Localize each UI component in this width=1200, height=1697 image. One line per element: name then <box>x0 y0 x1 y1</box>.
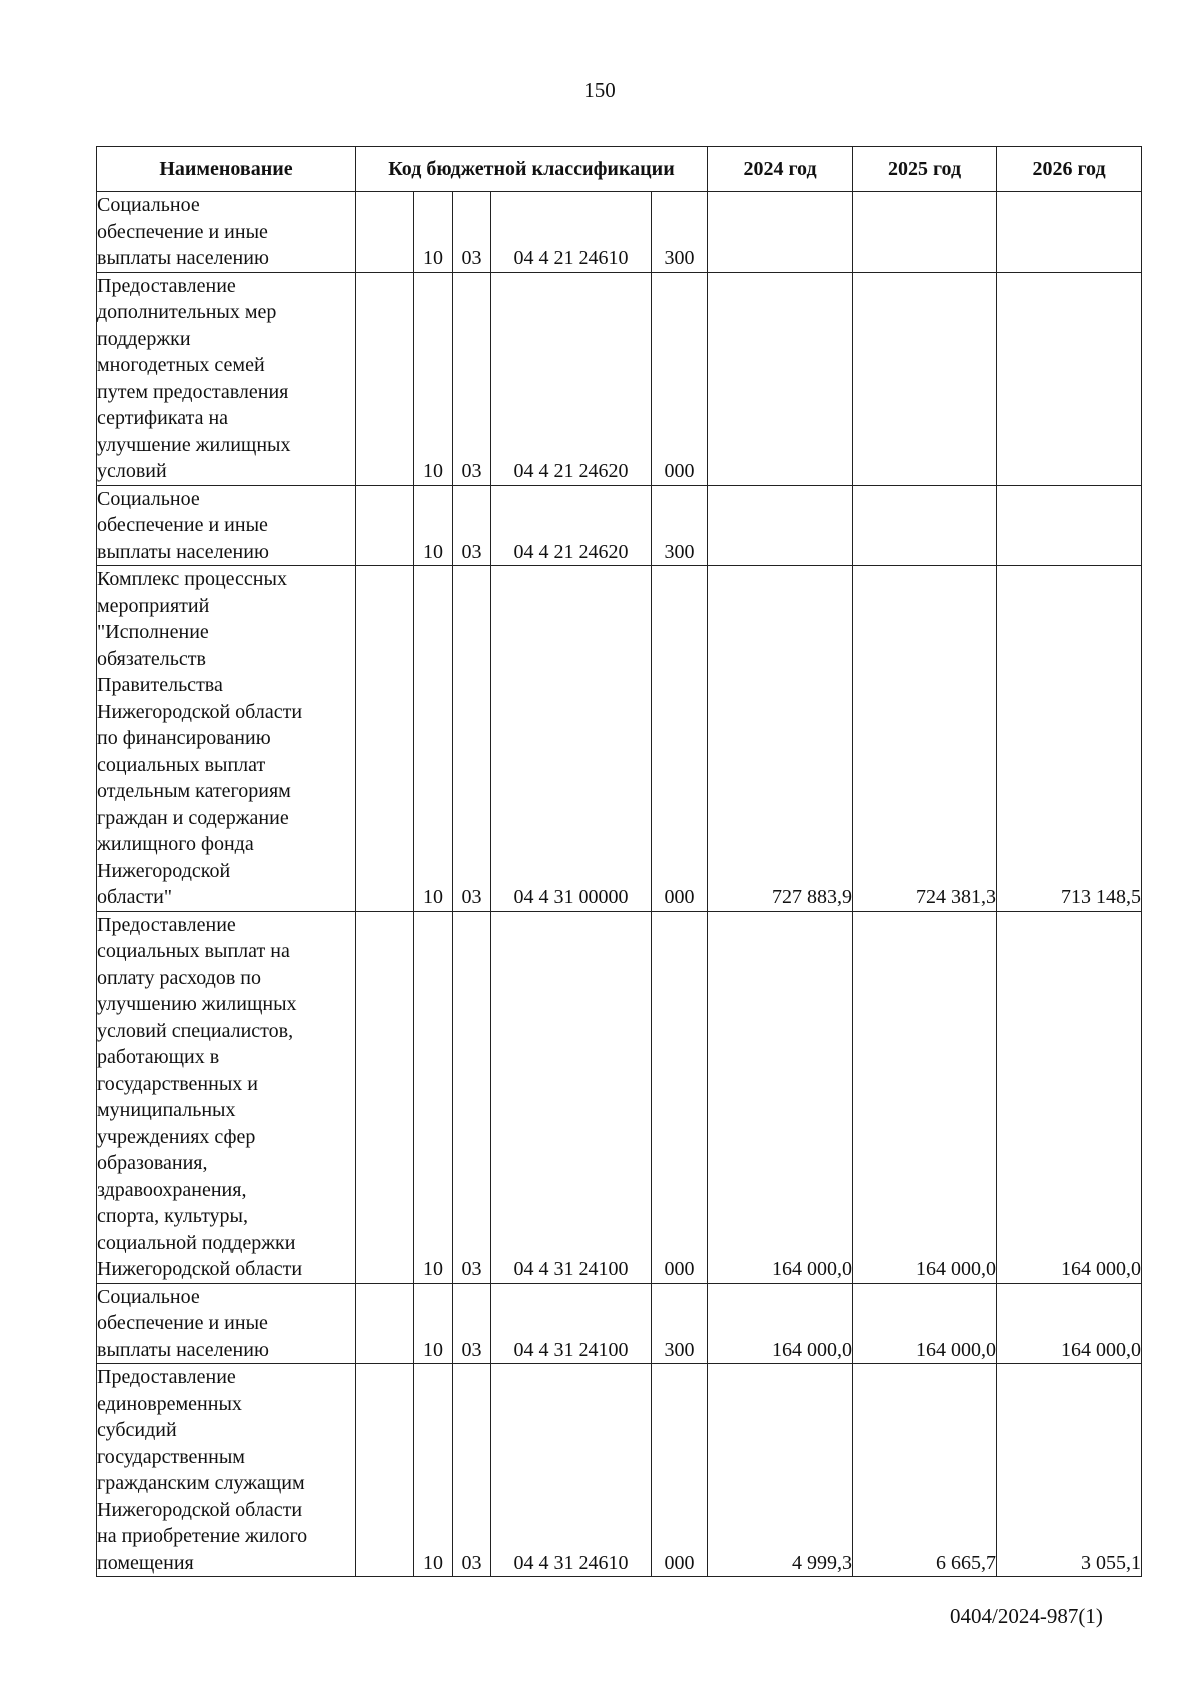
table-row <box>97 272 1142 485</box>
row-name-line: муниципальных <box>97 1099 236 1121</box>
code-target-article: 04 4 31 24100 <box>491 1283 652 1364</box>
code-target-article: 04 4 31 24610 <box>491 1364 652 1577</box>
amount-2026 <box>997 192 1142 273</box>
code-expense-type: 000 <box>652 272 708 485</box>
code-section: 10 <box>414 566 453 912</box>
code-expense-type: 000 <box>652 1364 708 1577</box>
table-row <box>97 1283 1142 1364</box>
row-name-line: многодетных семей <box>97 354 265 376</box>
row-name-line: Предоставление <box>97 1366 236 1388</box>
row-name-line: "Исполнение <box>97 621 209 643</box>
code-empty <box>356 272 414 485</box>
amount-2024: 164 000,0 <box>708 1283 853 1364</box>
row-name-line: Нижегородской <box>97 859 231 882</box>
code-target-article: 04 4 21 24620 <box>491 272 652 485</box>
code-subsection: 03 <box>453 566 491 912</box>
amount-2026 <box>997 272 1142 485</box>
table-header-row <box>97 147 1142 192</box>
table-row <box>97 1364 1142 1577</box>
row-name-line: субсидий <box>97 1419 177 1441</box>
code-section: 10 <box>414 192 453 273</box>
row-name-line: помещения <box>97 1551 194 1574</box>
code-expense-type: 300 <box>652 192 708 273</box>
amount-2024 <box>708 485 853 566</box>
amount-2025 <box>853 192 997 273</box>
row-name-line: Социальное <box>97 487 200 510</box>
row-name-line: социальных выплат <box>97 753 266 776</box>
row-name-line: обеспечение и иные <box>97 1312 268 1334</box>
code-empty <box>356 485 414 566</box>
code-subsection: 03 <box>453 192 491 273</box>
row-name-line: государственным <box>97 1445 245 1468</box>
row-name <box>97 566 356 912</box>
amount-2024: 727 883,9 <box>708 566 853 912</box>
header-2026: 2026 год <box>997 147 1142 192</box>
code-empty <box>356 1364 414 1577</box>
code-section: 10 <box>414 1283 453 1364</box>
row-name-line: учреждениях сфер <box>97 1125 256 1148</box>
code-target-article: 04 4 31 24100 <box>491 911 652 1283</box>
row-name-line: по финансированию <box>97 727 271 749</box>
row-name-line: мероприятий <box>97 594 210 617</box>
header-2024: 2024 год <box>708 147 853 192</box>
table-body <box>97 192 1142 1577</box>
amount-2026: 3 055,1 <box>997 1364 1142 1577</box>
row-name-line: единовременных <box>97 1392 242 1415</box>
code-target-article: 04 4 21 24620 <box>491 485 652 566</box>
header-code: Код бюджетной классификации <box>356 147 708 192</box>
table-row <box>97 911 1142 1283</box>
table-row <box>97 566 1142 912</box>
amount-2025: 724 381,3 <box>853 566 997 912</box>
amount-2024: 4 999,3 <box>708 1364 853 1577</box>
row-name-line: граждан и содержание <box>97 806 289 829</box>
row-name-line: Социальное <box>97 194 200 216</box>
row-name-line: здравоохранения, <box>97 1178 247 1201</box>
row-name-line: образования, <box>97 1152 208 1174</box>
amount-2024 <box>708 192 853 273</box>
amount-2024: 164 000,0 <box>708 911 853 1283</box>
row-name <box>97 192 356 273</box>
row-name-line: дополнительных мер <box>97 301 277 323</box>
code-subsection: 03 <box>453 485 491 566</box>
code-subsection: 03 <box>453 1364 491 1577</box>
row-name-line: спорта, культуры, <box>97 1205 248 1227</box>
amount-2025: 6 665,7 <box>853 1364 997 1577</box>
amount-2026 <box>997 485 1142 566</box>
code-section: 10 <box>414 272 453 485</box>
row-name <box>97 485 356 566</box>
row-name-line: Правительства <box>97 674 223 696</box>
amount-2025: 164 000,0 <box>853 1283 997 1364</box>
header-name: Наименование <box>97 147 356 192</box>
row-name-line: области" <box>97 886 173 908</box>
row-name <box>97 911 356 1283</box>
row-name-line: Нижегородской области <box>97 1258 303 1280</box>
code-target-article: 04 4 21 24610 <box>491 192 652 273</box>
amount-2025 <box>853 485 997 566</box>
amount-2026: 164 000,0 <box>997 1283 1142 1364</box>
row-name-line: Нижегородской области <box>97 1498 303 1521</box>
row-name-line: на приобретение жилого <box>97 1525 308 1547</box>
document-code: 0404/2024-987(1) <box>950 1604 1103 1628</box>
row-name-line: путем предоставления <box>97 380 289 403</box>
row-name-line: оплату расходов по <box>97 966 261 989</box>
row-name-line: обязательств <box>97 647 206 670</box>
amount-2026: 164 000,0 <box>997 911 1142 1283</box>
amount-2025: 164 000,0 <box>853 911 997 1283</box>
row-name-line: условий специалистов, <box>97 1019 294 1042</box>
row-name-line: социальной поддержки <box>97 1231 296 1254</box>
row-name-line: поддержки <box>97 327 191 350</box>
amount-2026: 713 148,5 <box>997 566 1142 912</box>
row-name-line: Комплекс процессных <box>97 568 287 590</box>
row-name-line: Предоставление <box>97 274 236 297</box>
row-name-line: выплаты населению <box>97 540 269 563</box>
row-name-line: улучшению жилищных <box>97 993 297 1015</box>
code-expense-type: 000 <box>652 566 708 912</box>
row-name <box>97 1364 356 1577</box>
row-name-line: гражданским служащим <box>97 1472 305 1494</box>
header-2025: 2025 год <box>853 147 997 192</box>
code-subsection: 03 <box>453 1283 491 1364</box>
code-subsection: 03 <box>453 272 491 485</box>
row-name <box>97 1283 356 1364</box>
row-name-line: жилищного фонда <box>97 833 254 855</box>
code-empty <box>356 192 414 273</box>
row-name-line: отдельным категориям <box>97 780 291 802</box>
row-name-line: улучшение жилищных <box>97 433 291 456</box>
code-target-article: 04 4 31 00000 <box>491 566 652 912</box>
row-name-line: выплаты населению <box>97 247 269 269</box>
code-empty <box>356 566 414 912</box>
row-name-line: сертификата на <box>97 407 229 429</box>
code-section: 10 <box>414 1364 453 1577</box>
row-name-line: обеспечение и иные <box>97 220 268 243</box>
budget-table <box>96 146 1142 1577</box>
amount-2025 <box>853 272 997 485</box>
code-section: 10 <box>414 485 453 566</box>
row-name-line: условий <box>97 460 167 482</box>
code-empty <box>356 911 414 1283</box>
amount-2024 <box>708 272 853 485</box>
row-name-line: социальных выплат на <box>97 940 290 962</box>
code-expense-type: 300 <box>652 1283 708 1364</box>
code-section: 10 <box>414 911 453 1283</box>
row-name-line: государственных и <box>97 1072 258 1095</box>
row-name-line: выплаты населению <box>97 1338 269 1361</box>
code-subsection: 03 <box>453 911 491 1283</box>
row-name-line: Социальное <box>97 1285 200 1308</box>
row-name-line: работающих в <box>97 1046 220 1068</box>
code-expense-type: 300 <box>652 485 708 566</box>
row-name-line: обеспечение и иные <box>97 514 268 536</box>
row-name-line: Предоставление <box>97 913 236 936</box>
table-row <box>97 192 1142 273</box>
table-row <box>97 485 1142 566</box>
row-name <box>97 272 356 485</box>
page-number: 150 <box>584 78 616 102</box>
row-name-line: Нижегородской области <box>97 700 303 723</box>
code-expense-type: 000 <box>652 911 708 1283</box>
code-empty <box>356 1283 414 1364</box>
